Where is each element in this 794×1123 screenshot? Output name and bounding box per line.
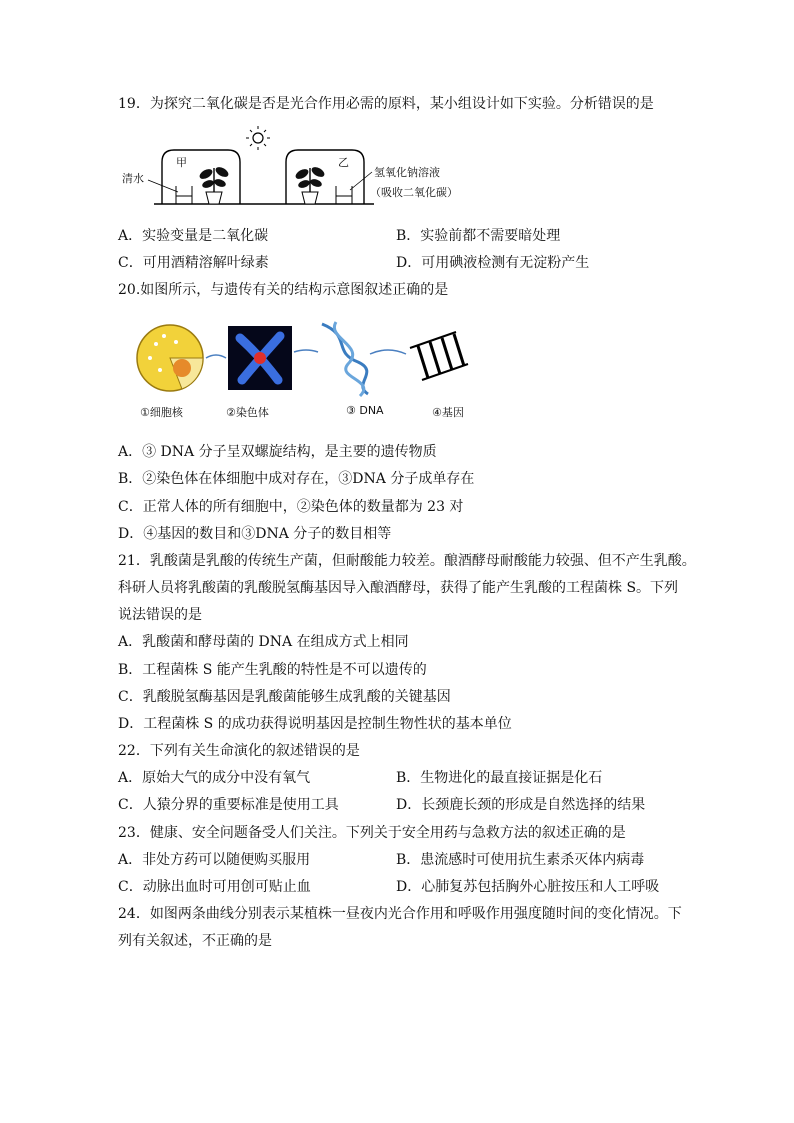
q24-stem-1: 24．如图两条曲线分别表示某植株一昼夜内光合作用和呼吸作用强度随时间的变化情况。下 xyxy=(118,906,682,922)
q20-option-d: D．④基因的数目和③DNA 分子的数目相等 xyxy=(118,526,392,542)
q23-option-d: D．心肺复苏包括胸外心脏按压和人工呼吸 xyxy=(396,879,660,895)
q20-option-c: C．正常人体的所有细胞中，②染色体的数量都为 23 对 xyxy=(118,499,464,515)
q23-stem: 23．健康、安全问题备受人们关注。下列关于安全用药与急救方法的叙述正确的是 xyxy=(118,825,626,841)
q20-stem: 20.如图所示，与遗传有关的结构示意图叙述正确的是 xyxy=(118,282,449,298)
potted-plant-b xyxy=(294,165,326,204)
q19-option-d: D．可用碘液检测有无淀粉产生 xyxy=(396,255,590,271)
q21-option-d: D．工程菌株 S 的成功获得说明基因是控制生物性状的基本单位 xyxy=(118,716,512,732)
q20-genetics-figure xyxy=(130,318,480,398)
label-jar-b: 乙 xyxy=(338,156,349,169)
q23-option-a: A．非处方药可以随便购买服用 xyxy=(118,852,311,868)
q19-option-b: B．实验前都不需要暗处理 xyxy=(396,228,561,244)
dna-helix-icon xyxy=(322,322,368,396)
label-dna: ③ DNA xyxy=(346,404,384,417)
label-gene: ④基因 xyxy=(432,406,464,419)
label-chromosome: ②染色体 xyxy=(226,406,269,419)
q22-option-d: D．长颈鹿长颈的形成是自然选择的结果 xyxy=(396,797,646,813)
label-jar-a: 甲 xyxy=(176,156,187,169)
q19-stem: 19．为探究二氧化碳是否是光合作用必需的原料，某小组设计如下实验。分析错误的是 xyxy=(118,96,654,112)
q23-option-c: C．动脉出血时可用创可贴止血 xyxy=(118,879,311,895)
q21-option-b: B．工程菌株 S 能产生乳酸的特性是不可以遗传的 xyxy=(118,662,427,678)
label-nucleus: ①细胞核 xyxy=(140,406,183,419)
label-clear-water: 清水 xyxy=(122,172,144,185)
q21-option-a: A．乳酸菌和酵母菌的 DNA 在组成方式上相同 xyxy=(118,634,409,650)
beaker-water xyxy=(176,186,192,204)
q20-option-b: B．②染色体在体细胞中成对存在，③DNA 分子成单存在 xyxy=(118,471,475,487)
q22-option-a: A．原始大气的成分中没有氧气 xyxy=(118,770,311,786)
beaker-naoh xyxy=(336,186,352,204)
q21-option-c: C．乳酸脱氢酶基因是乳酸菌能够生成乳酸的关键基因 xyxy=(118,689,451,705)
q21-stem-3: 说法错误的是 xyxy=(118,607,202,623)
gene-ladder-icon xyxy=(410,332,468,380)
q22-option-c: C．人猿分界的重要标准是使用工具 xyxy=(118,797,339,813)
chromosome-icon xyxy=(228,326,292,390)
q19-option-c: C．可用酒精溶解叶绿素 xyxy=(118,255,269,271)
q23-option-b: B．患流感时可使用抗生素杀灭体内病毒 xyxy=(396,852,645,868)
q21-stem-1: 21．乳酸菌是乳酸的传统生产菌，但耐酸能力较差。酿酒酵母耐酸能力较强、但不产生乳酸。 xyxy=(118,553,696,569)
q22-stem: 22．下列有关生命演化的叙述错误的是 xyxy=(118,743,360,759)
q22-option-b: B．生物进化的最直接证据是化石 xyxy=(396,770,603,786)
q21-stem-2: 科研人员将乳酸菌的乳酸脱氢酶基因导入酿酒酵母，获得了能产生乳酸的工程菌株 S。下列 xyxy=(118,580,679,596)
sun-icon xyxy=(246,126,270,150)
q19-option-a: A．实验变量是二氧化碳 xyxy=(118,228,269,244)
q24-stem-2: 列有关叙述，不正确的是 xyxy=(118,933,272,949)
label-naoh: 氢氧化钠溶液 xyxy=(374,166,440,179)
q20-option-a: A．③ DNA 分子呈双螺旋结构，是主要的遗传物质 xyxy=(118,444,437,460)
label-absorb-co2: （吸收二氧化碳） xyxy=(370,186,458,199)
potted-plant-a xyxy=(198,165,230,204)
cell-nucleus-icon xyxy=(137,325,203,391)
